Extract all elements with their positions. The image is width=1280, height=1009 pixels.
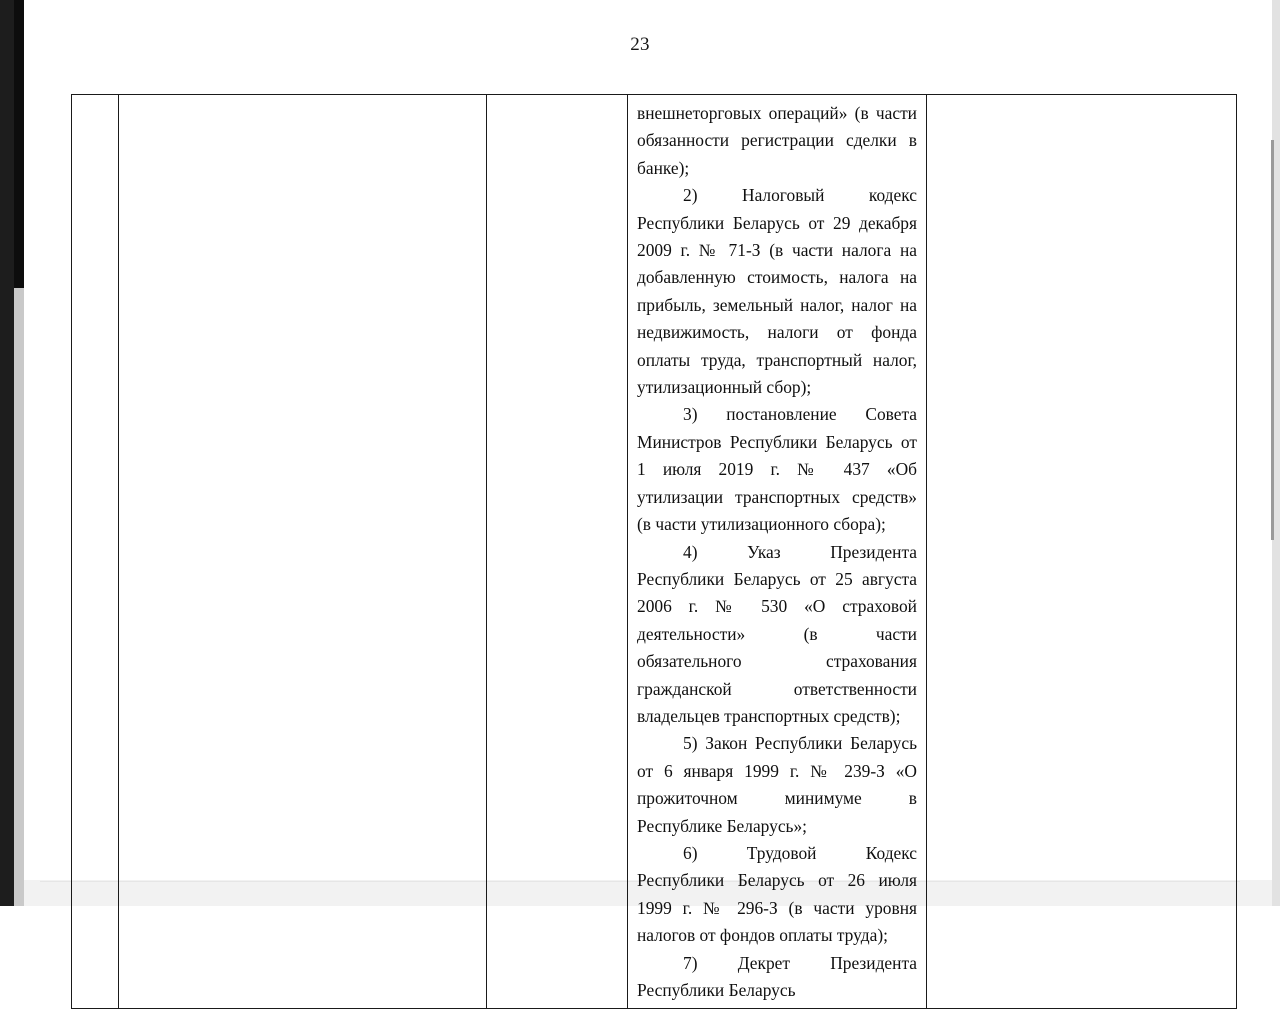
table-cell-notes — [927, 95, 1237, 1009]
table-cell-number — [72, 95, 119, 1009]
table-cell-legal-acts — [628, 95, 927, 1009]
table-cell-notes-text — [927, 95, 1236, 104]
scan-edge-left-dark — [0, 0, 14, 906]
document-table — [71, 94, 1237, 1009]
legal-act-paragraph-1: внешнеторговых операций» (в части обязанности регистрации сделки в банке); — [637, 103, 917, 178]
table-cell-description — [119, 95, 487, 1009]
table-cell-legal-acts-text — [628, 95, 926, 1008]
table-cell-number-text — [72, 95, 118, 104]
legal-act-paragraph-2: 2) Налоговый кодекс Республики Беларусь от 29 декабря 2009 г. № 71-З (в части налога на добавленную стоимость, налога на прибыль, земельный налог, налог на недвижимость, налоги от фонда оплаты труда, транспортный налог, утилизационный сбор); — [637, 185, 917, 398]
legal-act-paragraph-5: 5) Закон Республики Беларусь от 6 января 1999 г. № 239-З «О прожиточном минимуме в Республике Беларусь»; — [637, 733, 917, 836]
table-cell-middle — [487, 95, 628, 1009]
legal-act-paragraph-3: 3) постановление Совета Министров Республики Беларусь от 1 июля 2019 г. № 437 «Об утилизации транспортных средств» (в части утилизационного сбора); — [637, 404, 917, 535]
legal-act-paragraph-4: 4) Указ Президента Республики Беларусь от 25 августа 2006 г. № 530 «О страховой деятельности» (в части обязательного страхования гражданской ответственности владельцев транспортных средств); — [637, 541, 917, 726]
table-cell-description-text — [119, 95, 486, 104]
legal-act-paragraph-7: 7) Декрет Президента Республики Беларусь — [637, 952, 917, 1000]
scan-edge-right-line — [1271, 140, 1274, 540]
table-row — [72, 95, 1237, 1009]
page-number: 23 — [630, 34, 650, 55]
scan-edge-left-grey — [14, 288, 24, 906]
legal-act-paragraph-6: 6) Трудовой Кодекс Республики Беларусь от 26 июля 1999 г. № 296-З (в части уровня налогов от фондов оплаты труда); — [637, 842, 917, 946]
table-cell-middle-text — [487, 95, 627, 104]
